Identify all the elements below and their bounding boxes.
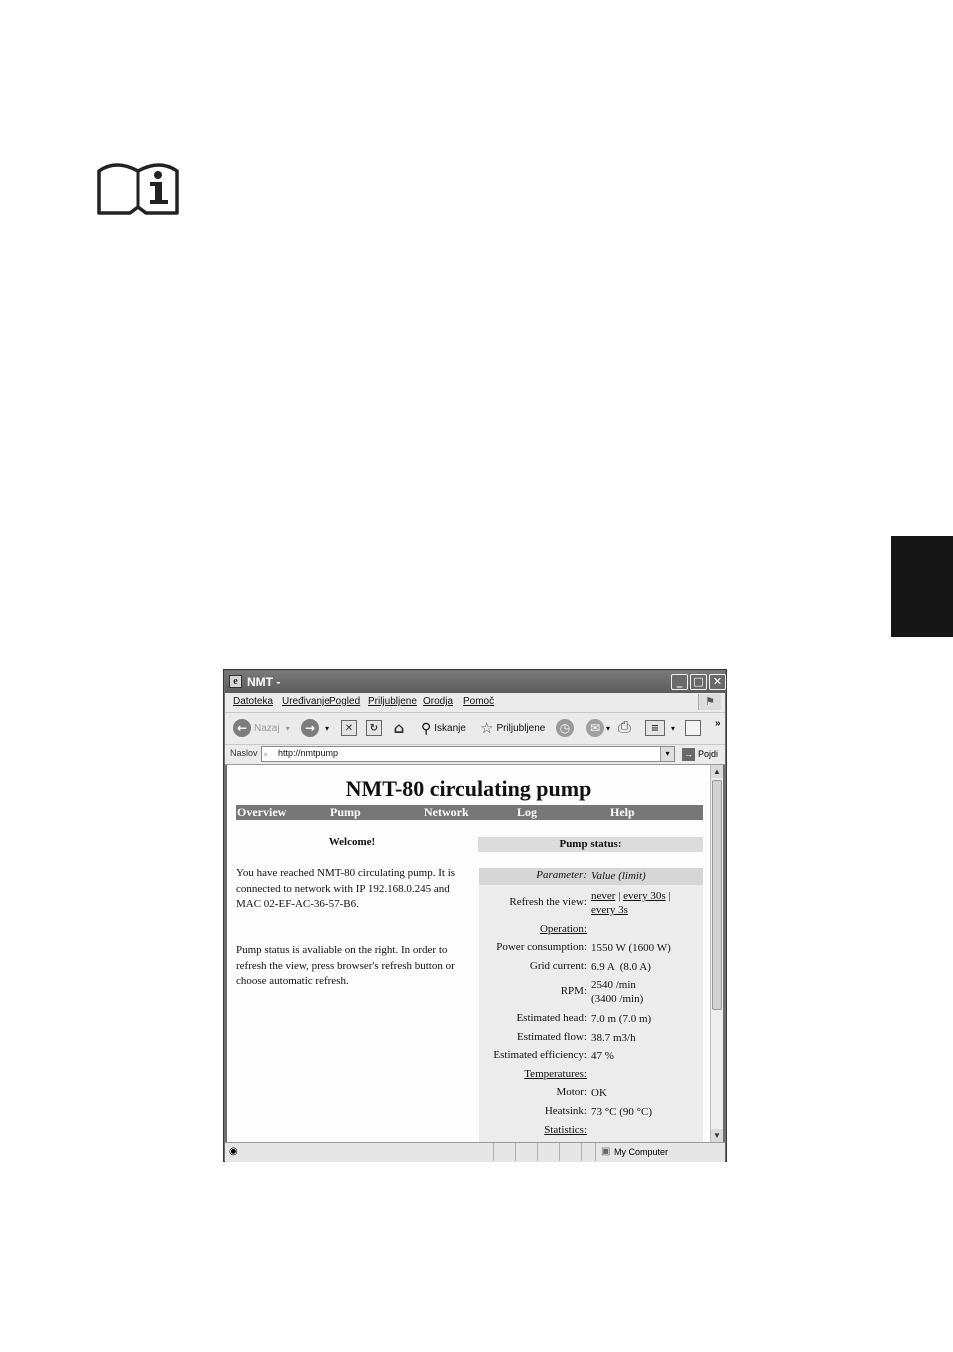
scroll-up-icon[interactable]: ▲ bbox=[711, 765, 723, 778]
favorites-button[interactable]: ☆ Priljubljene bbox=[480, 720, 546, 737]
back-arrow-icon: ← bbox=[233, 719, 251, 737]
address-input[interactable] bbox=[261, 746, 675, 762]
chevron-down-icon: ▾ bbox=[325, 723, 330, 733]
mail-button[interactable] bbox=[586, 718, 610, 738]
grid-current-value: 6.9 A (8.0 A) bbox=[591, 961, 651, 973]
temperatures-section: Temperatures: bbox=[524, 1068, 587, 1080]
search-icon: ⚲ bbox=[421, 719, 432, 736]
discuss-button[interactable] bbox=[685, 718, 701, 738]
nav-pump[interactable]: Pump bbox=[330, 805, 361, 819]
col-parameter: Parameter: bbox=[536, 869, 587, 881]
toolbar-overflow-icon[interactable]: » bbox=[715, 717, 721, 729]
home-icon: ⌂ bbox=[393, 719, 405, 737]
ie-status-icon: ◉ bbox=[229, 1146, 238, 1157]
browser-window bbox=[223, 669, 727, 1162]
printer-icon: ⎙ bbox=[618, 719, 631, 736]
menu-bar bbox=[225, 693, 725, 713]
nav-log[interactable]: Log bbox=[517, 805, 538, 819]
nav-bar bbox=[236, 805, 703, 820]
heatsink-value: 73 °C (90 °C) bbox=[591, 1106, 653, 1118]
security-zone: My Computer bbox=[614, 1147, 669, 1157]
refresh-button[interactable] bbox=[366, 718, 382, 738]
refresh-icon: ↻ bbox=[366, 720, 382, 736]
print-button[interactable] bbox=[618, 718, 631, 738]
col-value: Value (limit) bbox=[591, 870, 646, 882]
page-content bbox=[227, 765, 710, 1142]
refresh-options: never | every 30s | bbox=[591, 890, 671, 902]
vertical-scrollbar[interactable] bbox=[710, 765, 723, 1142]
close-button[interactable]: ✕ bbox=[709, 674, 726, 690]
rpm-label: RPM: bbox=[560, 985, 587, 997]
menu-favorites[interactable]: Priljubljene bbox=[368, 696, 417, 707]
motor-value: OK bbox=[591, 1087, 607, 1099]
ie-page-icon: e bbox=[229, 675, 242, 688]
scroll-thumb[interactable] bbox=[712, 780, 722, 1010]
go-button[interactable]: → Pojdi bbox=[684, 749, 719, 759]
page-icon: ▫ bbox=[264, 749, 268, 759]
maximize-button[interactable]: □ bbox=[690, 674, 707, 690]
home-button[interactable] bbox=[391, 718, 407, 738]
address-dropdown-icon[interactable]: ▾ bbox=[660, 747, 674, 761]
title-bar bbox=[225, 671, 725, 693]
refresh-never-link[interactable]: never bbox=[591, 890, 616, 902]
nav-overview[interactable]: Overview bbox=[237, 805, 287, 819]
page-title: NMT-80 circulating pump bbox=[345, 776, 592, 801]
chevron-down-icon: ▾ bbox=[606, 723, 611, 733]
grid-current-label: Grid current: bbox=[529, 960, 587, 972]
chevron-down-icon: ▾ bbox=[285, 723, 290, 733]
edit-page-icon: ≡ bbox=[645, 720, 665, 736]
refresh-3s-link[interactable]: every 3s bbox=[591, 904, 628, 916]
statistics-section: Statistics: bbox=[544, 1124, 587, 1136]
address-label: Naslov bbox=[230, 748, 258, 758]
intro-paragraph: You have reached NMT-80 circulating pump. It is connected to network with IP 192.168.0.245 and MAC 02-EF-AC-36-57-B6. bbox=[236, 867, 456, 910]
nav-help[interactable]: Help bbox=[610, 805, 635, 819]
menu-edit[interactable]: Uređivanje bbox=[282, 696, 330, 707]
pump-status-table bbox=[479, 868, 703, 1142]
head-value: 7.0 m (7.0 m) bbox=[591, 1013, 652, 1025]
rpm-value: 2540 /min bbox=[591, 979, 636, 991]
pump-status-heading: Pump status: bbox=[478, 837, 703, 852]
address-bar bbox=[225, 745, 725, 765]
minimize-button[interactable]: _ bbox=[671, 674, 688, 690]
efficiency-label: Estimated efficiency: bbox=[493, 1049, 587, 1061]
refresh-label: Refresh the view: bbox=[509, 896, 587, 908]
flow-value: 38.7 m3/h bbox=[591, 1032, 636, 1044]
menu-view[interactable]: Pogled bbox=[329, 696, 361, 707]
toolbar bbox=[225, 713, 725, 745]
nav-network[interactable]: Network bbox=[424, 805, 469, 819]
chevron-down-icon: ▾ bbox=[671, 723, 676, 733]
head-label: Estimated head: bbox=[516, 1012, 587, 1024]
edit-button[interactable] bbox=[645, 718, 675, 738]
operation-section: Operation: bbox=[539, 923, 587, 935]
menu-help[interactable]: Pomoč bbox=[463, 696, 495, 707]
scroll-down-icon[interactable]: ▼ bbox=[711, 1129, 723, 1142]
forward-button[interactable] bbox=[301, 718, 329, 738]
search-button[interactable]: ⚲ Iskanje bbox=[421, 719, 466, 736]
flow-label: Estimated flow: bbox=[517, 1031, 587, 1043]
refresh-30s-link[interactable]: every 30s bbox=[623, 890, 666, 902]
address-url: http://nmtpump bbox=[278, 748, 339, 758]
rpm-limit: (3400 /min) bbox=[591, 993, 644, 1005]
chapter-tab bbox=[891, 536, 953, 637]
window-title: NMT - bbox=[247, 675, 281, 689]
menu-file[interactable]: Datoteka bbox=[233, 696, 274, 707]
power-value: 1550 W (1600 W) bbox=[591, 942, 671, 954]
go-arrow-icon: → bbox=[684, 749, 693, 759]
motor-label: Motor: bbox=[556, 1086, 587, 1098]
efficiency-value: 47 % bbox=[591, 1050, 614, 1062]
forward-arrow-icon: → bbox=[301, 719, 319, 737]
stop-button[interactable] bbox=[341, 718, 357, 738]
windows-flag-icon: ⚑ bbox=[698, 694, 721, 710]
menu-tools[interactable]: Orodja bbox=[423, 696, 454, 707]
stop-icon: ✕ bbox=[341, 720, 357, 736]
discuss-icon bbox=[685, 720, 701, 736]
heatsink-label: Heatsink: bbox=[544, 1105, 587, 1117]
status-bar bbox=[225, 1142, 725, 1162]
history-icon: ◷ bbox=[556, 719, 574, 737]
welcome-heading: Welcome! bbox=[328, 836, 376, 848]
history-button[interactable] bbox=[556, 718, 574, 738]
mail-icon: ✉ bbox=[586, 719, 604, 737]
power-label: Power consumption: bbox=[496, 941, 587, 953]
back-button[interactable]: ← Nazaj ▾ bbox=[233, 718, 290, 738]
computer-icon: ▣ bbox=[601, 1146, 611, 1157]
manual-info-icon bbox=[96, 157, 180, 215]
status-info-paragraph: Pump status is avaliable on the right. In order to refresh the view, press browser's refresh button or choose automatic refresh. bbox=[236, 944, 455, 987]
star-icon: ☆ bbox=[480, 720, 494, 737]
